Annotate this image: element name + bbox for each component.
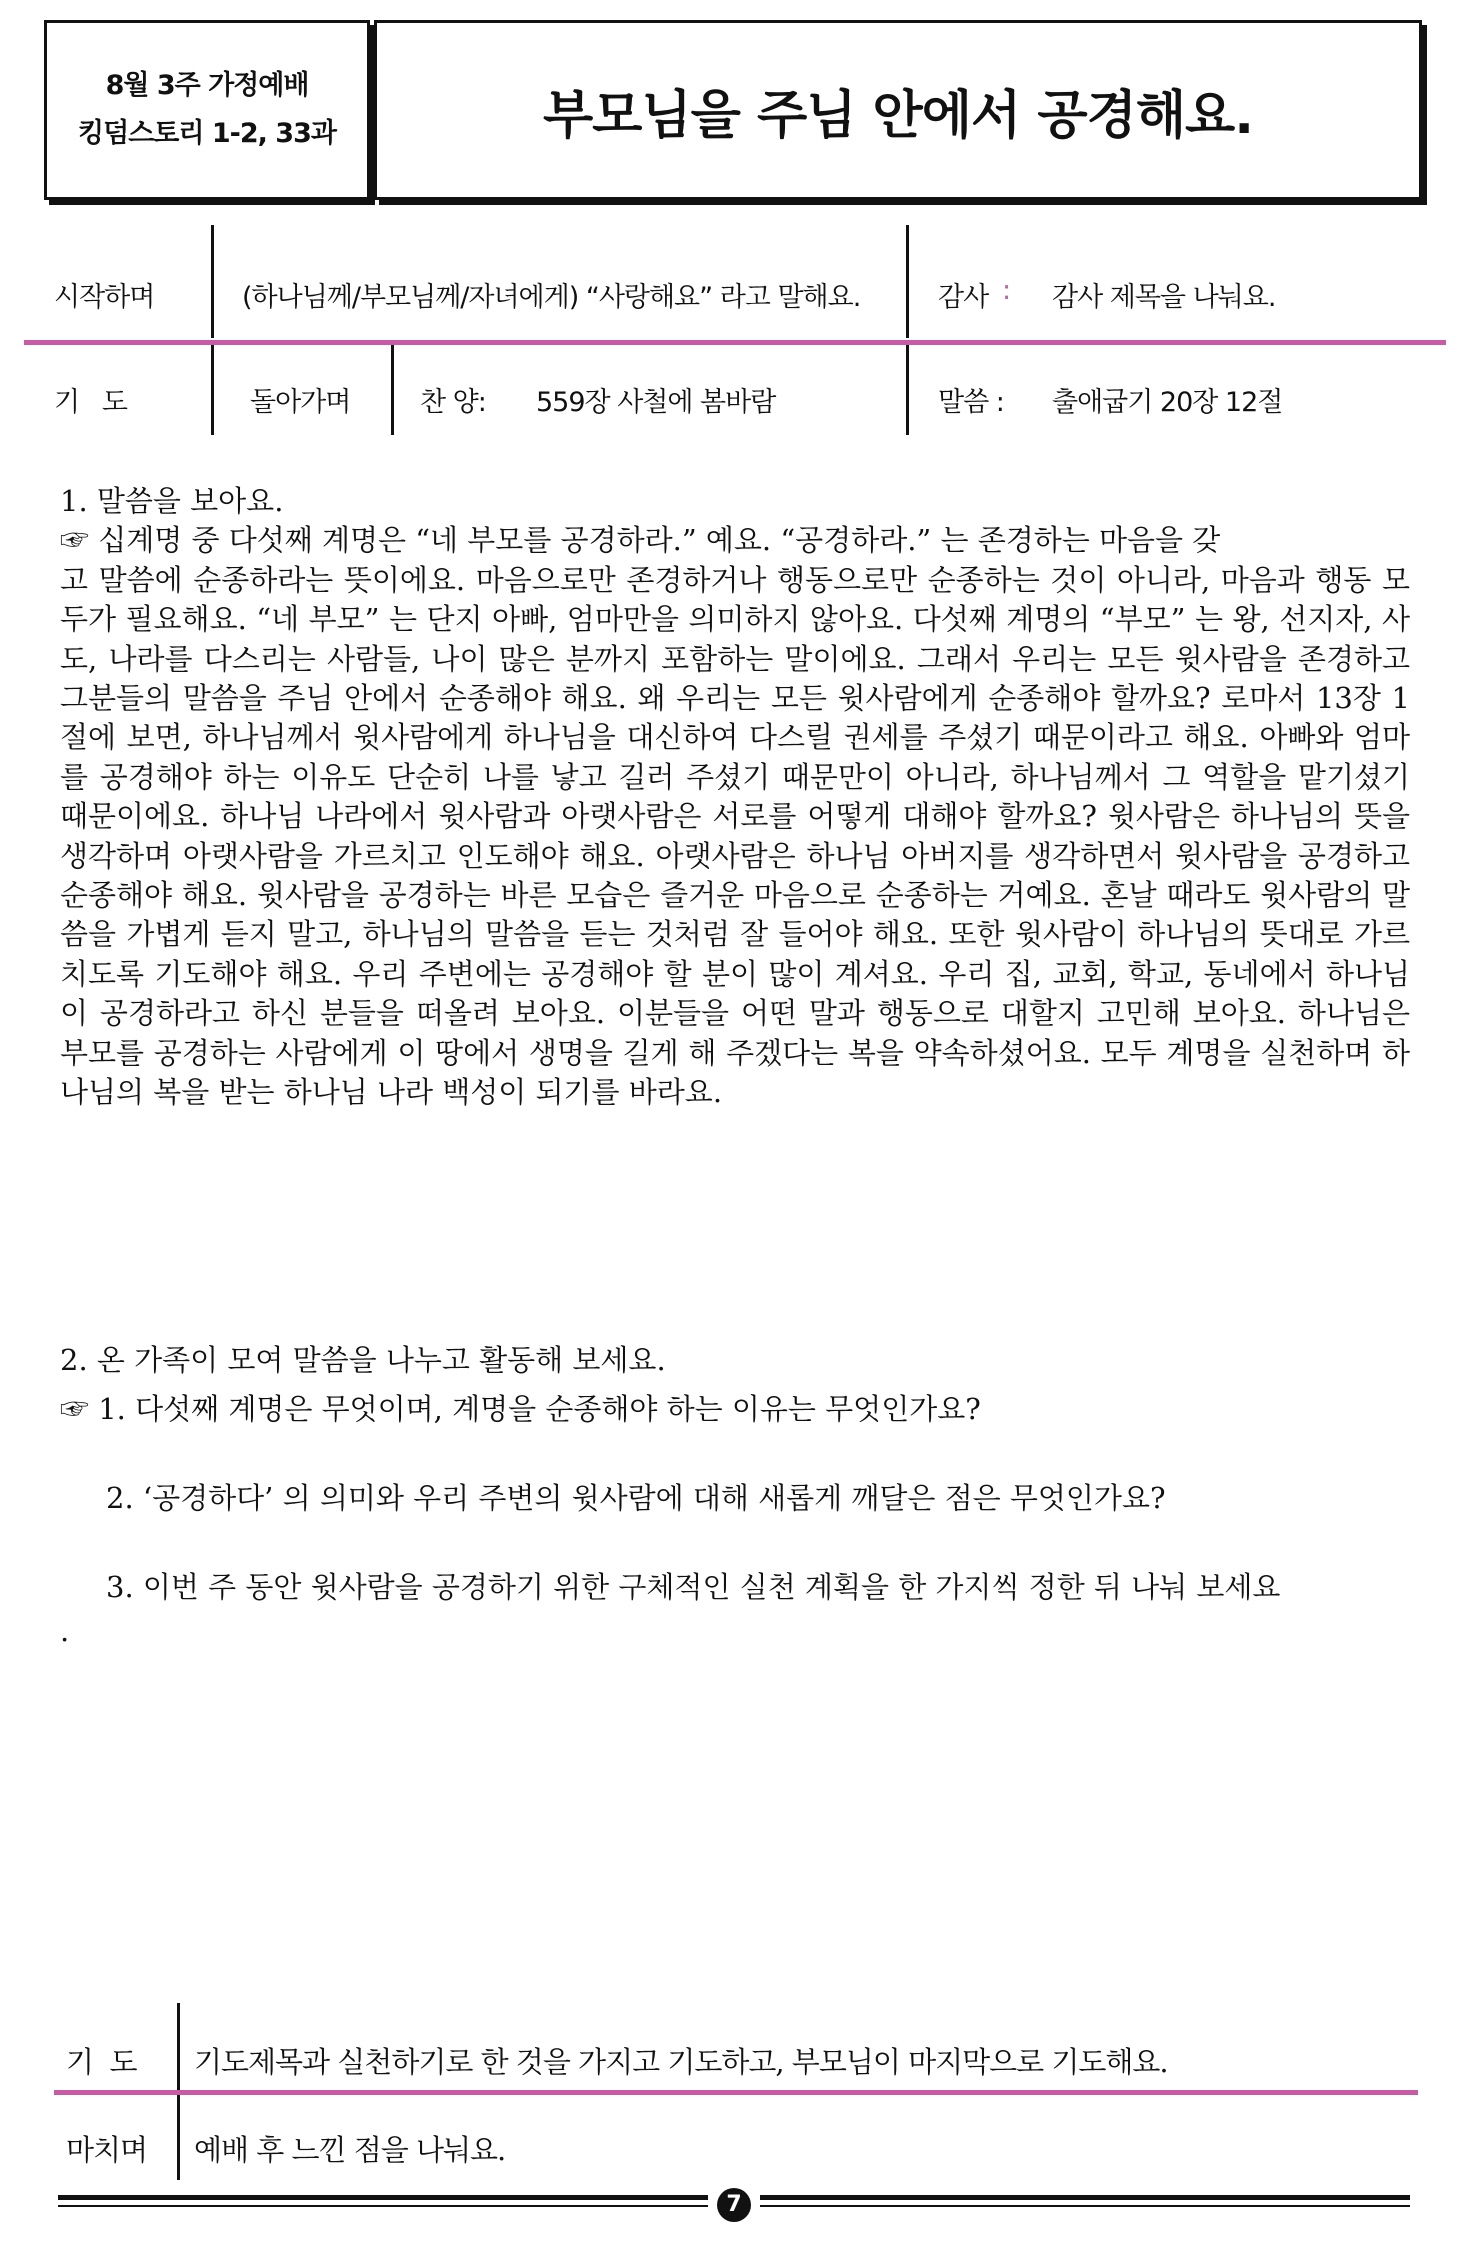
lesson-info-box [44, 20, 370, 200]
word-label: 말씀 : [938, 387, 1004, 418]
page-number: 7 [717, 2188, 751, 2222]
question-3-tail: . [60, 1614, 70, 1648]
question-2: 2. ‘공경하다’ 의 의미와 우리 주변의 윗사람에 대해 새롭게 깨달은 점은 무엇인가요? [106, 1481, 1166, 1515]
start-label: 시작하며 [54, 282, 155, 313]
divider [211, 345, 214, 435]
hymn-text: 559장 사철에 봄바람 [536, 387, 776, 418]
week-label: 8월 3주 가정예배 [105, 70, 309, 101]
lesson-label: 킹덤스토리 1-2, 33과 [78, 118, 336, 149]
question-1: ☞ 1. 다섯째 계명은 무엇이며, 계명을 순종해야 하는 이유는 무엇인가요? [60, 1392, 981, 1426]
pink-divider [54, 2090, 1418, 2095]
closing-label: 마치며 [66, 2133, 148, 2167]
footer-rule [58, 2205, 708, 2207]
section1 [60, 482, 1410, 1113]
divider [906, 345, 909, 435]
title-box [374, 20, 1422, 200]
closing-prayer-label: 기 도 [66, 2045, 137, 2079]
question-3: 3. 이번 주 동안 윗사람을 공경하기 위한 구체적인 실천 계획을 한 가지씩 정한 뒤 나눠 보세요 [106, 1570, 1281, 1604]
hymn-label: 찬 양: [420, 387, 486, 418]
section1-body: 고 말씀에 순종하라는 뜻이에요. 마음으로만 존경하거나 행동으로만 순종하는 것이 아니라, 마음과 행동 모두가 필요해요. “네 부모” 는 단지 아빠, 엄마만을 의미하지 않아요. 다섯째 계명의 “부모” 는 왕, 선지자, 사도, 나라를 다스리는 사람들, 나이 많은 분까지 포함하는 말이에요. 그래서 우리는 모든 윗사람을 존경하고 그분들의 말씀을 주님 안에서 순종해야 해요. 왜 우리는 모든 윗사람에게 순종해야 할까요? 로마서 13장 1절에 보면, 하나님께서 윗사람에게 하나님을 대신하여 다스릴 권세를 주셨기 때문이라고 해요. 아빠와 엄마를 공경해야 하는 이유도 단순히 나를 낳고 길러 주셨기 때문만이 아니라, 하나님께서 그 역할을 맡기셨기 때문이에요. 하나님 나라에서 윗사람과 아랫사람은 서로를 어떻게 대해야 할까요? 윗사람은 하나님의 뜻을 생각하며 아랫사람을 가르치고 인도해야 해요. 아랫사람은 하나님 아버지를 생각하면서 윗사람을 공경하고 순종해야 해요. 윗사람을 공경하는 바른 모습은 즐거운 마음으로 순종하는 거예요. 혼날 때라도 윗사람의 말씀을 가볍게 듣지 말고, 하나님의 말씀을 듣는 것처럼 잘 들어야 해요. 또한 윗사람이 하나님의 뜻대로 가르치도록 기도해야 해요. 우리 주변에는 공경해야 할 분이 많이 계셔요. 우리 집, 교회, 학교, 동네에서 하나님이 공경하라고 하신 분들을 떠올려 보아요. 이분들을 어떤 말과 행동으로 대할지 고민해 보아요. 하나님은 부모를 공경하는 사람에게 이 땅에서 생명을 길게 해 주겠다는 복을 약속하셨어요. 모두 계명을 실천하며 하나님의 복을 받는 하나님 나라 백성이 되기를 바라요. [60, 562, 1410, 1110]
section1-first-line: ☞ 십계명 중 다섯째 계명은 “네 부모를 공경하라.” 예요. “공경하라.” 는 존경하는 마음을 갖 [60, 523, 1221, 558]
footer-rule [760, 2195, 1410, 2200]
thanks-label: 감사 [938, 282, 989, 313]
page-title: 부모님을 주님 안에서 공경해요. [542, 85, 1254, 146]
prayer-label: 기 도 [54, 387, 127, 418]
thanks-colon: : [1002, 275, 1011, 306]
divider [177, 2003, 180, 2090]
divider [177, 2095, 180, 2180]
prayer-text: 돌아가며 [250, 387, 351, 418]
footer-rule [58, 2195, 708, 2200]
section1-heading: 1. 말씀을 보아요. [60, 484, 284, 518]
section2-heading: 2. 온 가족이 모여 말씀을 나누고 활동해 보세요. [60, 1343, 666, 1377]
divider [211, 225, 214, 338]
pink-divider [24, 340, 1446, 345]
footer-rule [760, 2205, 1410, 2207]
closing-prayer-text: 기도제목과 실천하기로 한 것을 가지고 기도하고, 부모님이 마지막으로 기도해요. [194, 2045, 1168, 2079]
word-text: 출애굽기 20장 12절 [1052, 387, 1283, 418]
start-text: (하나님께/부모님께/자녀에게) “사랑해요” 라고 말해요. [242, 282, 861, 313]
divider [391, 345, 394, 435]
thanks-text: 감사 제목을 나눠요. [1052, 282, 1276, 313]
closing-text: 예배 후 느낀 점을 나눠요. [194, 2133, 506, 2167]
divider [906, 225, 909, 338]
